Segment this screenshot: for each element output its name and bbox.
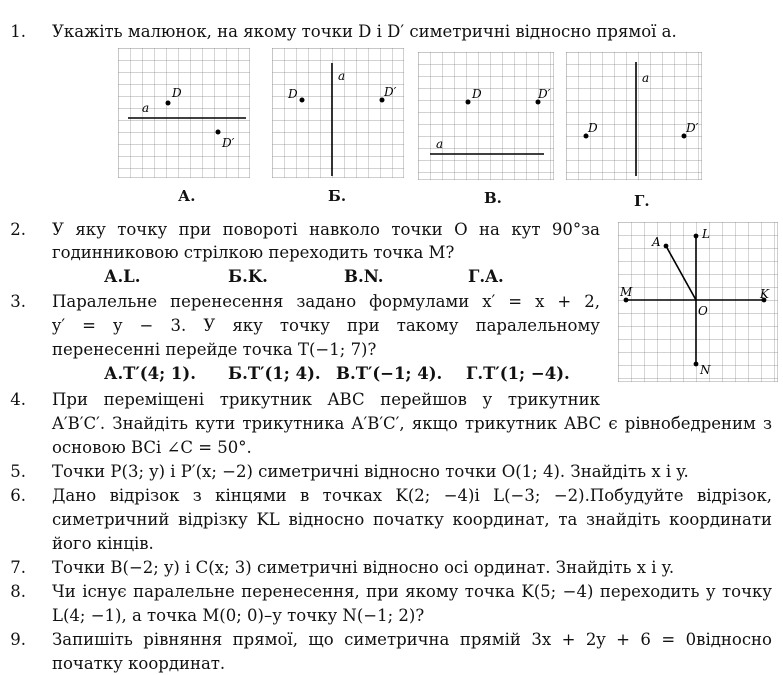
- q2-option-g: Г.A.: [468, 267, 504, 286]
- point-d-prime: [216, 130, 221, 135]
- point-d: [166, 101, 171, 106]
- point-n: [694, 362, 699, 367]
- point-a: [664, 244, 669, 249]
- label-n: N: [700, 363, 711, 377]
- q5-number: 5.: [10, 462, 26, 481]
- label-m: M: [620, 285, 633, 299]
- figure-b-label: Б.: [328, 187, 347, 205]
- q1-text: Укажіть малюнок, на якому точки D і D′ симетричні відносно прямої a.: [52, 22, 677, 41]
- q1-number: 1.: [10, 22, 26, 41]
- q3-number: 3.: [10, 292, 26, 311]
- figure-a: [118, 48, 250, 178]
- figure-g: [566, 52, 702, 180]
- q2-option-b: Б.K.: [228, 267, 268, 286]
- q9-line2: початку координат.: [52, 654, 226, 673]
- label-d-prime: D′: [686, 121, 699, 135]
- q4-line1: При переміщені трикутник ABC перейшов у трикутник: [52, 390, 600, 409]
- label-l: L: [702, 227, 710, 241]
- q3-line1: Паралельне перенесення задано формулами x′ = x + 2,: [52, 292, 600, 311]
- q3-line2: y′ = y − 3. У яку точку при такому паралельному: [52, 316, 600, 335]
- figure-v-label: В.: [484, 189, 502, 207]
- q9-line1: Запишіть рівняння прямої, що симетрична прямій 3x + 2y + 6 = 0відносно: [52, 630, 772, 649]
- q8-line1: Чи існує паралельне перенесення, при якому точка K(5; −4) переходить у точку: [52, 582, 772, 601]
- q6-number: 6.: [10, 486, 26, 505]
- q8-number: 8.: [10, 582, 26, 601]
- q2-option-v: В.N.: [344, 267, 384, 286]
- label-d: D: [288, 87, 298, 101]
- q7-number: 7.: [10, 558, 26, 577]
- label-d: D: [172, 86, 182, 100]
- figure-b: [272, 48, 404, 178]
- q9-number: 9.: [10, 630, 26, 649]
- q2-line1: У яку точку при повороті навколо точки O на кут 90°за: [52, 220, 600, 239]
- q2-number: 2.: [10, 220, 26, 239]
- label-a: a: [436, 137, 444, 151]
- q2-figure: [618, 222, 778, 382]
- q2-option-a: А.L.: [104, 267, 141, 286]
- figure-a-label: А.: [178, 187, 196, 205]
- label-d-prime: D′: [384, 85, 397, 99]
- q4-line2: A′B′C′. Знайдіть кути трикутника A′B′C′, якщо трикутник ABC є рівнобедреним з: [52, 414, 772, 433]
- label-o: O: [698, 304, 708, 318]
- label-a: a: [142, 101, 150, 115]
- figure-g-label: Г.: [634, 192, 650, 210]
- q4-number: 4.: [10, 390, 26, 409]
- q3-line3: перенесенні перейде точка T(−1; 7)?: [52, 340, 377, 359]
- q7-text: Точки B(−2; y) і C(x; 3) симетричні відносно осі ординат. Знайдіть x і y.: [52, 558, 675, 577]
- q3-option-g: Г.T′(1; −4).: [466, 364, 570, 383]
- point-l: [694, 234, 699, 239]
- q3-option-a: А.T′(4; 1).: [104, 364, 196, 383]
- q5-text: Точки P(3; y) і P′(x; −2) симетричні відносно точки O(1; 4). Знайдіть x і y.: [52, 462, 689, 481]
- label-d: D: [588, 121, 598, 135]
- q2-line2: годинниковою стрілкою переходить точка M?: [52, 243, 455, 262]
- figure-v: [418, 52, 554, 180]
- q6-line1: Дано відрізок з кінцями в точках K(2; −4)і L(−3; −2).Побудуйте відрізок,: [52, 486, 772, 505]
- point-d: [300, 98, 305, 103]
- q8-line2: L(4; −1), а точка M(0; 0)–у точку N(−1; 2)?: [52, 606, 425, 625]
- q6-line3: його кінців.: [52, 534, 154, 553]
- label-k: K: [760, 287, 769, 301]
- label-d: D: [472, 87, 482, 101]
- q3-option-b: Б.T′(1; 4).: [228, 364, 321, 383]
- label-a: A: [652, 235, 661, 249]
- label-d-prime: D′: [538, 87, 551, 101]
- point-d: [466, 100, 471, 105]
- q6-line2: симетричний відрізку KL відносно початку координат, та знайдіть координати: [52, 510, 772, 529]
- label-a: a: [338, 69, 346, 83]
- q4-line3: основою BCі ∠C = 50°.: [52, 438, 252, 457]
- label-a: a: [642, 71, 650, 85]
- q3-option-v: В.T′(−1; 4).: [336, 364, 443, 383]
- label-d-prime: D′: [222, 136, 235, 150]
